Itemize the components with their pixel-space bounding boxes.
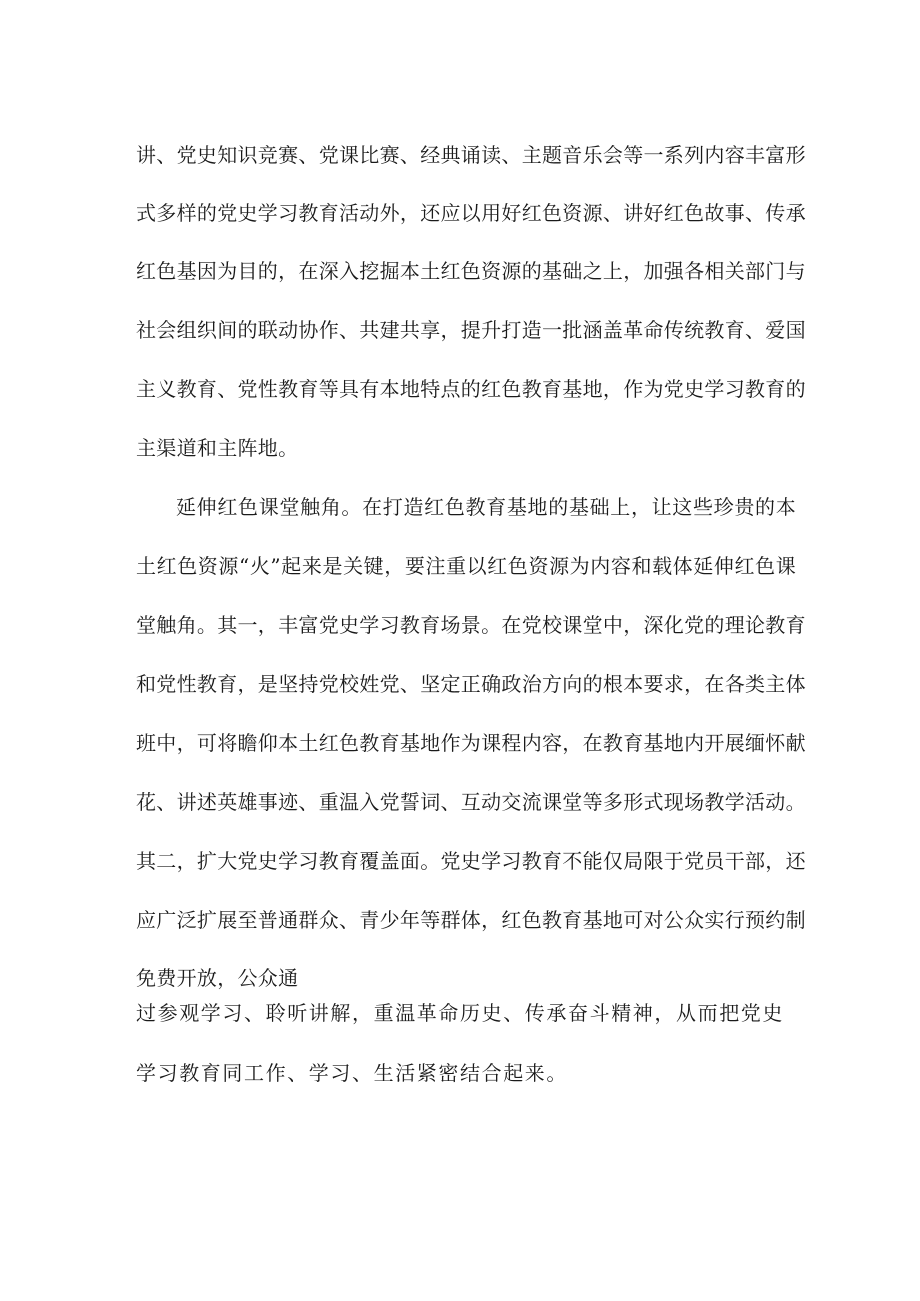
paragraph-2-line-10: 过参观学习、聆听讲解，重温革命历史、传承奋斗精神，从而把党史 [136, 1001, 784, 1025]
paragraph-2-line-8: 应广泛扩展至普通群众、青少年等群体，红色教育基地可对公众实行预约制 [136, 908, 806, 932]
paragraph-1-line-1: 讲、党史知识竞赛、党课比赛、经典诵读、主题音乐会等一系列内容丰富形 [136, 143, 806, 167]
paragraph-2-line-1: 延伸红色课堂触角。在打造红色教育基地的基础上，让这些珍贵的本 [176, 495, 796, 519]
paragraph-1-line-3: 红色基因为目的，在深入挖掘本土红色资源的基础之上，加强各相关部门与 [136, 259, 806, 283]
paragraph-2-line-5: 班中，可将瞻仰本土红色教育基地作为课程内容，在教育基地内开展缅怀献 [136, 731, 806, 755]
paragraph-2-line-2: 土红色资源“火”起来是关键，要注重以红色资源为内容和载体延伸红色课 [136, 554, 796, 578]
paragraph-2-line-11: 学习教育同工作、学习、生活紧密结合起来。 [136, 1061, 568, 1085]
paragraph-2-line-9: 免费开放，公众通 [136, 966, 299, 990]
paragraph-1-line-5: 主义教育、党性教育等具有本地特点的红色教育基地，作为党史学习教育的 [136, 377, 806, 401]
paragraph-2-line-7: 其二，扩大党史学习教育覆盖面。党史学习教育不能仅局限于党员干部，还 [136, 849, 806, 873]
paragraph-2-line-6: 花、讲述英雄事迹、重温入党誓词、互动交流课堂等多形式现场教学活动。 [136, 790, 806, 814]
paragraph-2-line-4: 和党性教育，是坚持党校姓党、坚定正确政治方向的根本要求，在各类主体 [136, 672, 806, 696]
paragraph-1-line-2: 式多样的党史学习教育活动外，还应以用好红色资源、讲好红色故事、传承 [136, 201, 806, 225]
paragraph-1-line-6: 主渠道和主阵地。 [136, 436, 299, 460]
paragraph-1-line-4: 社会组织间的联动协作、共建共享，提升打造一批涵盖革命传统教育、爱国 [136, 318, 806, 342]
paragraph-2-line-3: 堂触角。其一，丰富党史学习教育场景。在党校课堂中，深化党的理论教育 [136, 613, 806, 637]
